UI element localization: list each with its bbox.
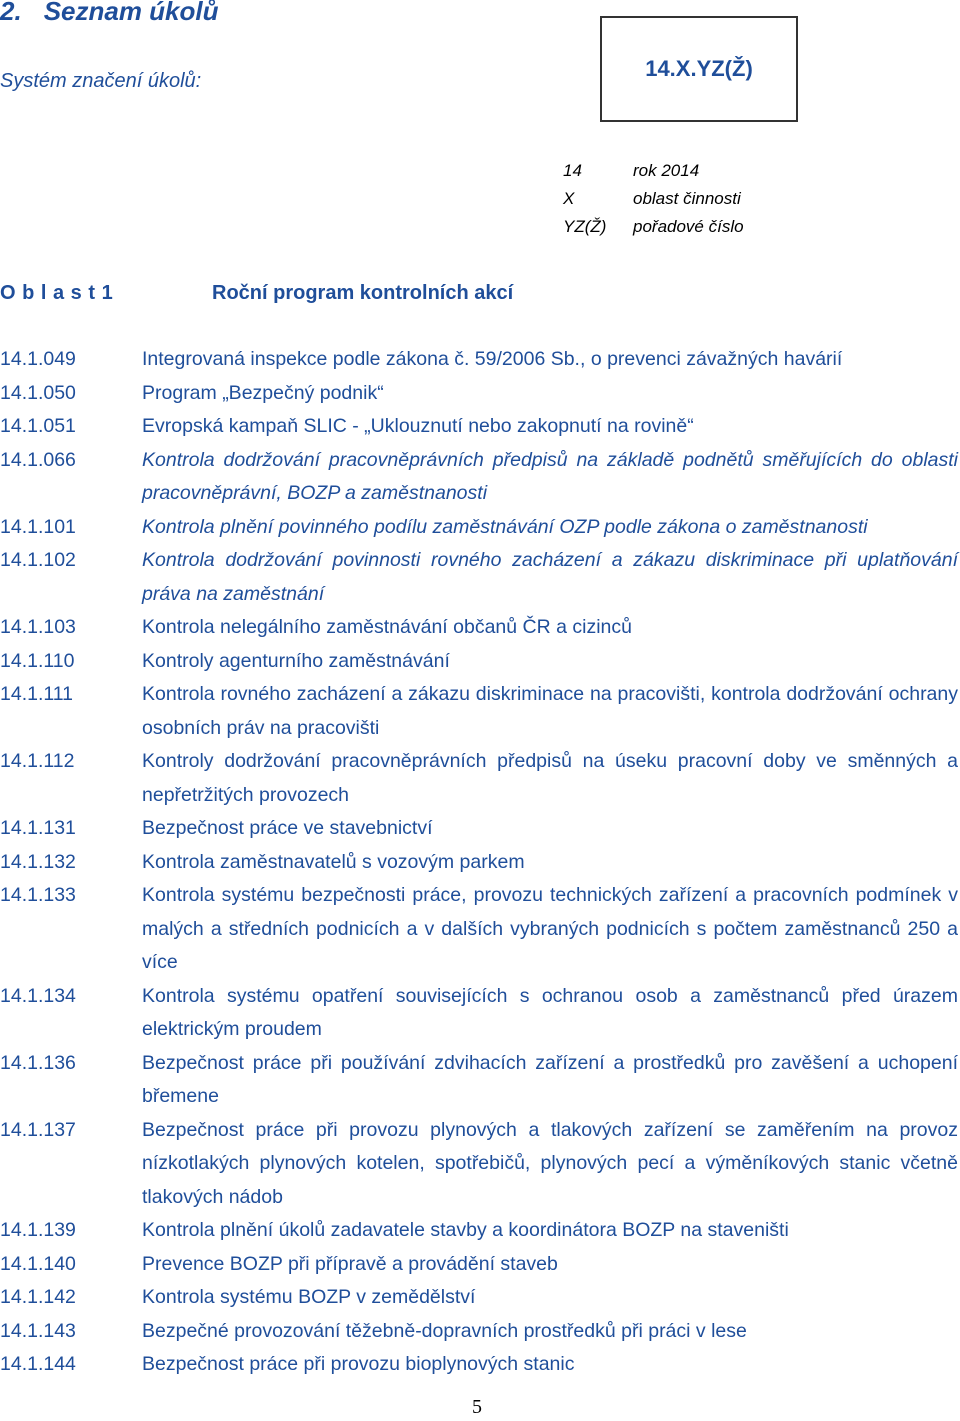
task-text: Kontrola systému BOZP v zemědělství [142, 1286, 476, 1308]
task-text: Bezpečnost práce při používání zdvihacích zařízení a prostředků pro zavěšení a uchopení břemene [142, 1051, 958, 1107]
task-item [0, 544, 958, 611]
task-item [0, 1348, 958, 1382]
task-code: 14.1.140 [0, 1252, 76, 1275]
task-code: 14.1.066 [0, 448, 76, 471]
task-code: 14.1.103 [0, 616, 76, 638]
task-item [0, 678, 958, 745]
task-item [0, 1248, 958, 1282]
task-code: 14.1.136 [0, 1051, 76, 1074]
legend-row [563, 213, 744, 241]
task-item [0, 879, 958, 980]
task-item [0, 645, 958, 679]
task-code: 14.1.132 [0, 850, 76, 873]
task-text: Kontrola nelegálního zaměstnávání občanů ČR a cizinců [142, 616, 632, 638]
task-text: Program „Bezpečný podnik“ [142, 381, 384, 404]
code-format-box [600, 16, 798, 122]
legend-row [563, 185, 744, 213]
task-code: 14.1.143 [0, 1319, 76, 1342]
legend-row [563, 157, 744, 185]
task-item [0, 377, 958, 411]
task-code: 14.1.131 [0, 817, 76, 839]
legend-key: X [563, 189, 575, 208]
task-code: 14.1.133 [0, 884, 76, 906]
legend-value: oblast činnosti [633, 189, 741, 208]
task-item [0, 1114, 958, 1215]
area-title: Roční program kontrolních akcí [212, 282, 514, 304]
legend-value: rok 2014 [633, 161, 700, 180]
task-code: 14.1.051 [0, 415, 76, 437]
task-code: 14.1.101 [0, 515, 76, 538]
task-text: Prevence BOZP při přípravě a provádění staveb [142, 1252, 558, 1275]
task-text: Kontrola dodržování povinnosti rovného zacházení a zákazu diskriminace při uplatňování práva na zaměstnání [142, 549, 958, 605]
task-item [0, 511, 958, 545]
legend-key: YZ(Ž) [563, 217, 607, 236]
task-text: Kontrola plnění povinného podílu zaměstnávání OZP podle zákona o zaměstnanosti [142, 515, 868, 538]
task-text: Kontrola systému bezpečnosti práce, provozu technických zařízení a pracovních podmínek v malých a středních podnicích a v dalších vybraných podnicích s počtem zaměstnanců 250 a více [142, 884, 958, 973]
task-item [0, 1047, 958, 1114]
task-item [0, 343, 958, 377]
task-text: Bezpečnost práce při provozu bioplynových stanic [142, 1353, 575, 1375]
code-format: 14.X.YZ(Ž) [645, 56, 753, 81]
task-code: 14.1.111 [0, 683, 74, 705]
task-text: Evropská kampaň SLIC - „Uklouznutí nebo zakopnutí na rovině“ [142, 415, 694, 437]
task-text: Bezpečnost práce při provozu plynových a tlakových zařízení se zaměřením na provoz nízkotlakých plynových kotelen, spotřebičů, plynových pecí a výměníkových stanic včetně tlakových nádob [142, 1118, 958, 1208]
task-text: Bezpečnost práce ve stavebnictví [142, 817, 433, 839]
task-code: 14.1.049 [0, 348, 76, 370]
task-item [0, 745, 958, 812]
task-item [0, 444, 958, 511]
task-item [0, 1214, 958, 1248]
task-text: Kontroly agenturního zaměstnávání [142, 649, 450, 672]
task-code: 14.1.050 [0, 381, 76, 404]
task-text: Integrovaná inspekce podle zákona č. 59/2006 Sb., o prevenci závažných havárií [142, 348, 843, 370]
task-text: Kontrola systému opatření souvisejících s ochranou osob a zaměstnanců před úrazem elektrickým proudem [142, 984, 958, 1040]
task-text: Kontrola dodržování pracovněprávních předpisů na základě podnětů směřujících do oblasti pracovněprávní, BOZP a zaměstnanosti [142, 448, 958, 504]
task-item [0, 812, 958, 846]
task-text: Kontroly dodržování pracovněprávních předpisů na úseku pracovní doby ve směnných a nepřetržitých provozech [142, 750, 958, 806]
task-list [0, 343, 958, 1382]
task-item [0, 611, 958, 645]
section-title: Seznam úkolů [43, 0, 219, 26]
section-number: 2. [0, 0, 22, 26]
code-legend [563, 157, 744, 241]
task-item [0, 410, 958, 444]
task-code: 14.1.137 [0, 1118, 76, 1141]
legend-key: 14 [563, 161, 582, 180]
task-code: 14.1.102 [0, 549, 76, 571]
task-code: 14.1.144 [0, 1353, 76, 1375]
task-text: Kontrola zaměstnavatelů s vozovým parkem [142, 850, 525, 873]
task-code: 14.1.112 [0, 750, 75, 772]
page-number: 5 [472, 1396, 482, 1418]
task-text: Kontrola plnění úkolů zadavatele stavby a koordinátora BOZP na staveništi [142, 1219, 789, 1241]
section-heading [0, 0, 219, 27]
task-item [0, 1315, 958, 1349]
task-item [0, 980, 958, 1047]
task-item [0, 846, 958, 880]
legend-value: pořadové číslo [633, 217, 744, 236]
task-text: Kontrola rovného zacházení a zákazu diskriminace na pracovišti, kontrola dodržování ochrany osobních práv na pracovišti [142, 683, 958, 739]
area-label: O b l a s t 1 [0, 282, 114, 304]
task-item [0, 1281, 958, 1315]
area-heading [0, 278, 513, 308]
task-code: 14.1.110 [0, 649, 75, 672]
task-code: 14.1.134 [0, 984, 76, 1007]
marking-system-label: Systém značení úkolů: [0, 70, 202, 92]
task-code: 14.1.142 [0, 1286, 76, 1308]
task-text: Bezpečné provozování těžebně-dopravních prostředků při práci v lese [142, 1319, 747, 1342]
task-code: 14.1.139 [0, 1219, 76, 1241]
